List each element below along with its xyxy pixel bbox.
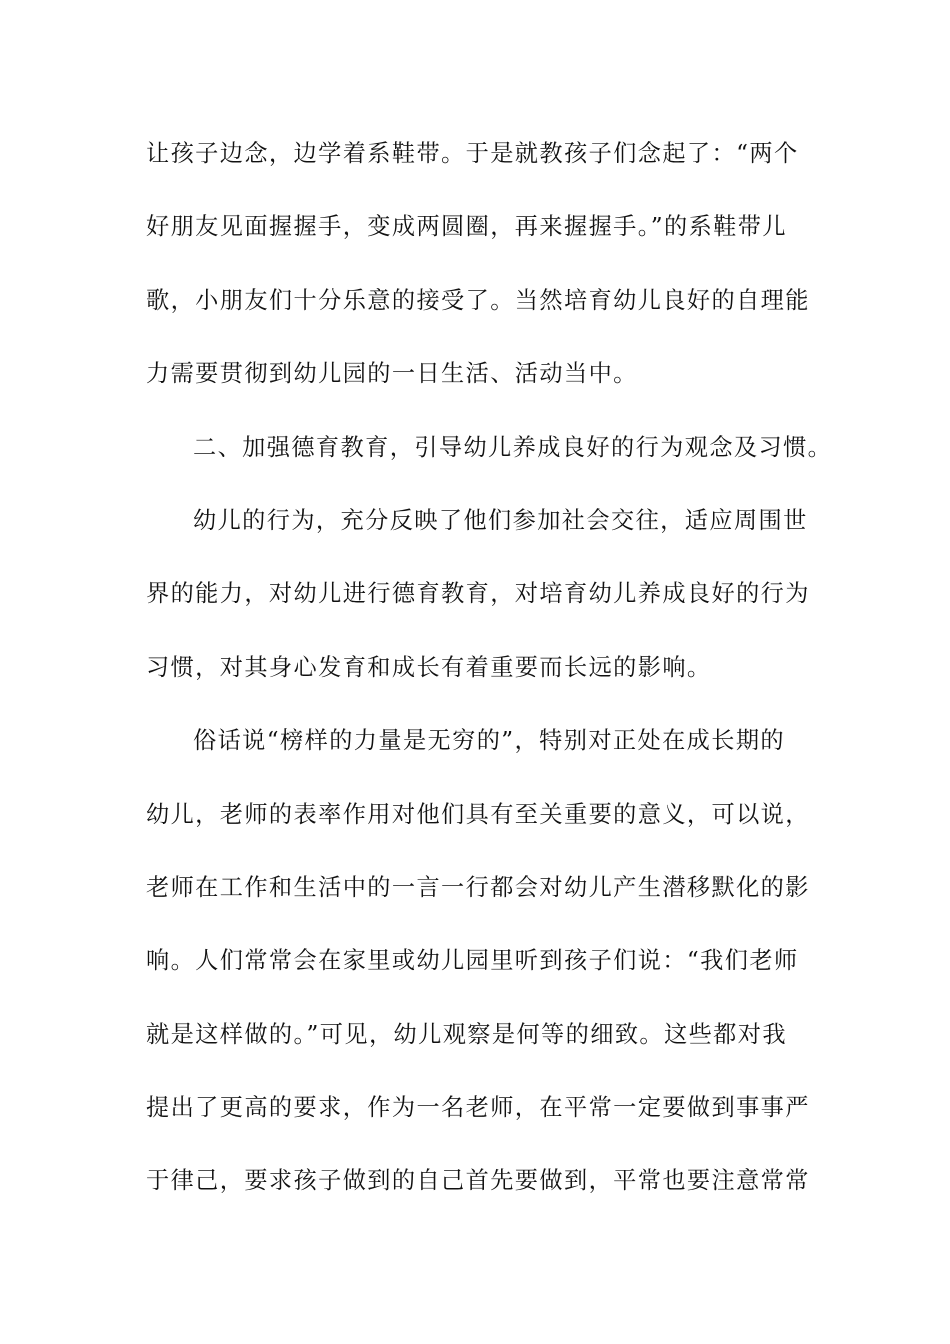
text-line: 提出了更高的要求，作为一名老师，在平常一定要做到事事严: [146, 1094, 810, 1122]
text-line: 好朋友见面握握手，变成两圆圈，再来握握手。”的系鞋带儿: [146, 213, 787, 241]
paragraph-start-line: 幼儿的行为，充分反映了他们参加社会交往，适应周围世: [193, 506, 808, 534]
text-line: 让孩子边念，边学着系鞋带。于是就教孩子们念起了：“两个: [146, 140, 799, 167]
paragraph-start-line: 俗话说“榜样的力量是无穷的”，特别对正处在成长期的: [193, 727, 786, 755]
text-line: 歌，小朋友们十分乐意的接受了。当然培育幼儿良好的自理能: [146, 286, 810, 314]
text-line: 老师在工作和生活中的一言一行都会对幼儿产生潜移默化的影: [146, 873, 810, 901]
text-line: 力需要贯彻到幼儿园的一日生活、活动当中。: [146, 360, 638, 388]
text-line: 界的能力，对幼儿进行德育教育，对培育幼儿养成良好的行为: [146, 580, 810, 608]
section-heading: 二、加强德育教育，引导幼儿养成良好的行为观念及习惯。: [193, 433, 833, 461]
text-line: 习惯，对其身心发育和成长有着重要而长远的影响。: [146, 653, 712, 681]
text-line: 于律己，要求孩子做到的自己首先要做到，平常也要注意常常: [146, 1167, 810, 1195]
text-line: 响。人们常常会在家里或幼儿园里听到孩子们说：“我们老师: [146, 947, 799, 975]
body-text: [146, 128, 833, 1229]
text-line: 幼儿，老师的表率作用对他们具有至关重要的意义，可以说，: [146, 800, 810, 828]
text-line: 就是这样做的。”可见，幼儿观察是何等的细致。这些都对我: [146, 1020, 787, 1048]
